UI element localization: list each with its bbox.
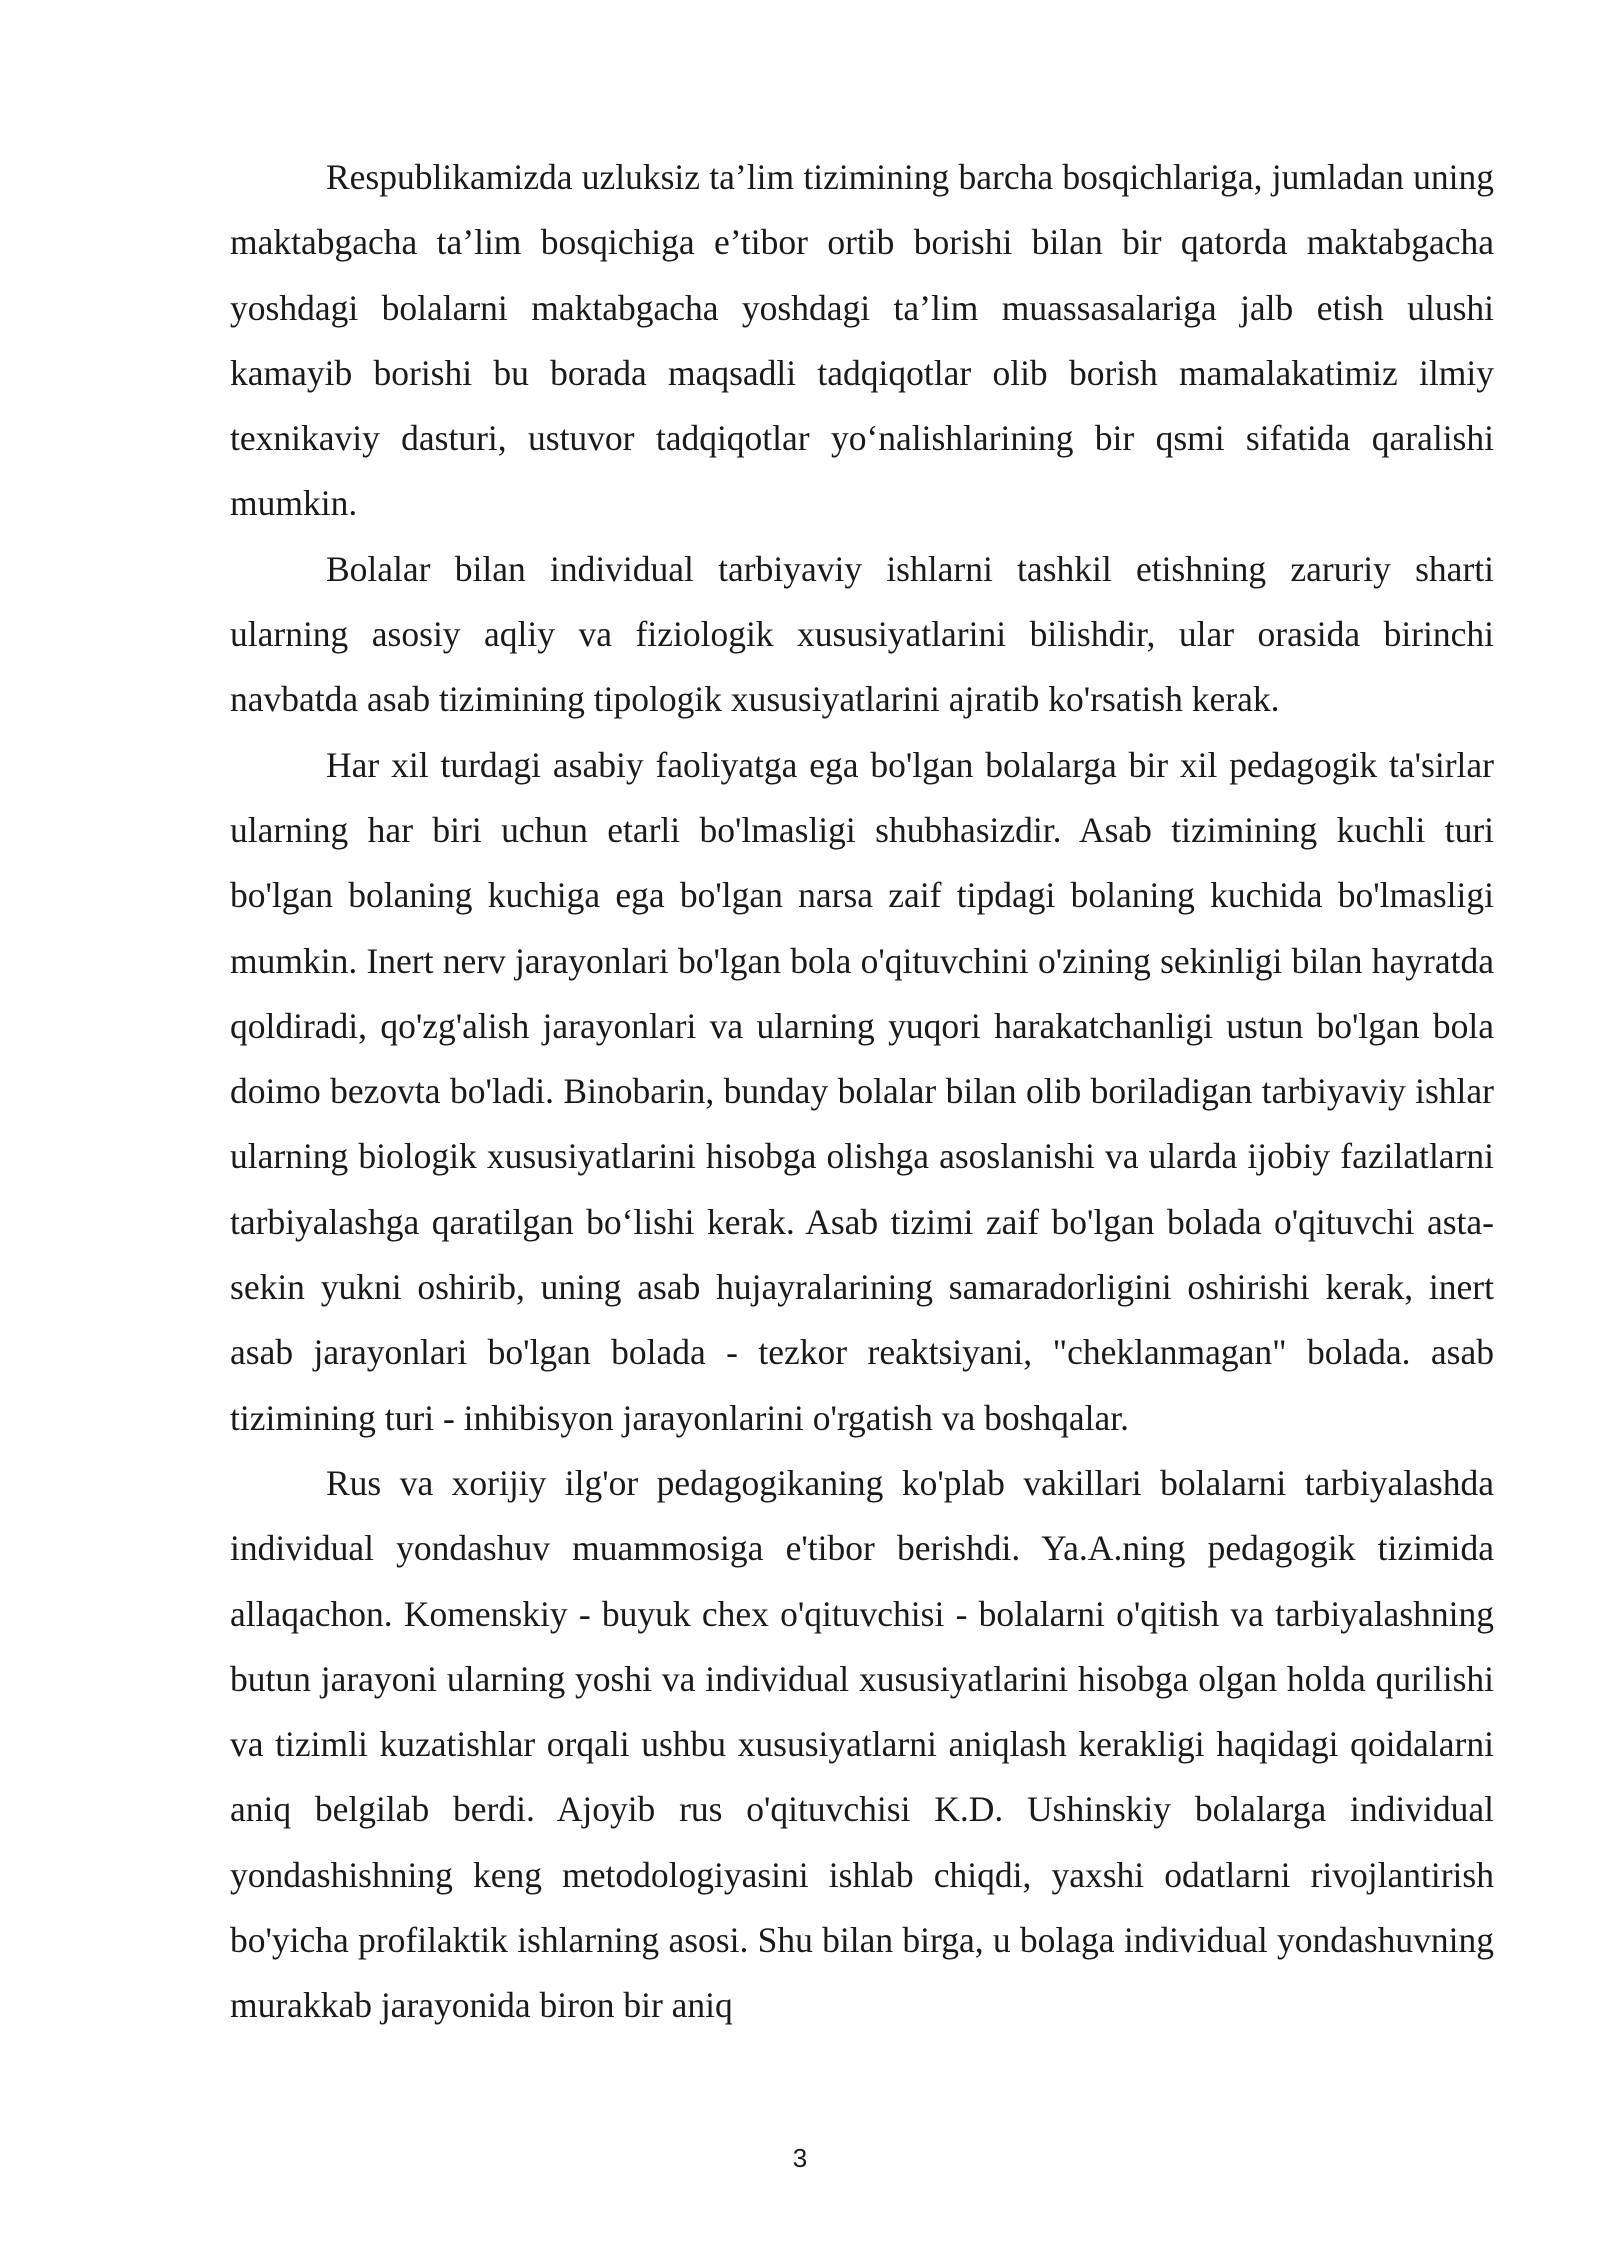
paragraph-3: Har xil turdagi asabiy faoliyatga ega bo'lgan bolalarga bir xil pedagogik ta'sirlar ularning har biri uchun etarli bo'lmasligi shubhasizdir. Asab tizimining kuchli turi bo'lgan bolaning kuchiga ega bo'lgan narsa zaif tipdagi bolaning kuchida bo'lmasligi mumkin. Inert nerv jarayonlari bo'lgan bola o'qituvchini o'zining sekinligi bilan hayratda qoldiradi, qo'zg'alish jarayonlari va ularning yuqori harakatchanligi ustun bo'lgan bola doimo bezovta bo'ladi. Binobarin, bunday bolalar bilan olib boriladigan tarbiyaviy ishlar ularning biologik xususiyatlarini hisobga olishga asoslanishi va ularda ijobiy fazilatlarni tarbiyalashga qaratilgan bo‘lishi kerak. Asab tizimi zaif bo'lgan bolada o'qituvchi asta-sekin yukni oshirib, uning asab hujayralarining samaradorligini oshirishi kerak, inert asab jarayonlari bo'lgan bolada - tezkor reaktsiyani, "cheklanmagan" bolada. asab tizimining turi - inhibisyon jarayonlarini o'rgatish va boshqalar. <box>230 744 1494 1438</box>
paragraph-4: Rus va xorijiy ilg'or pedagogikaning ko'plab vakillari bolalarni tarbiyalashda individual yondashuv muammosiga e'tibor berishdi. Ya.A.ning pedagogik tizimida allaqachon. Komenskiy - buyuk chex o'qituvchisi - bolalarni o'qitish va tarbiyalashning butun jarayoni ularning yoshi va individual xususiyatlarini hisobga olgan holda qurilishi va tizimli kuzatishlar orqali ushbu xususiyatlarni aniqlash kerakligi haqidagi qoidalarni aniq belgilab berdi. Ajoyib rus o'qituvchisi K.D. Ushinskiy bolalarga individual yondashishning keng metodologiyasini ishlab chiqdi, yaxshi odatlarni rivojlantirish bo'yicha profilaktik ishlarning asosi. Shu bilan birga, u bolaga individual yondashuvning murakkab jarayonida biron bir aniq <box>230 1462 1494 2026</box>
page-number: 3 <box>792 2143 808 2173</box>
paragraph-1: Respublikamizda uzluksiz ta’lim tizimining barcha bosqichlariga, jumladan uning maktabgacha ta’lim bosqichiga e’tibor ortib borishi bilan bir qatorda maktabgacha yoshdagi bolalarni maktabgacha yoshdagi ta’lim muassasalariga jalb etish ulushi kamayib borishi bu borada maqsadli tadqiqotlar olib borish mamalakatimiz ilmiy texnikaviy dasturi, ustuvor tadqiqotlar yo‘nalishlarining bir qsmi sifatida qaralishi mumkin. <box>230 157 1494 524</box>
document-body <box>230 145 1494 2039</box>
paragraph-2: Bolalar bilan individual tarbiyaviy ishlarni tashkil etishning zaruriy sharti ularning asosiy aqliy va fiziologik xususiyatlarini bilishdir, ular orasida birinchi navbatda asab tizimining tipologik xususiyatlarini ajratib ko'rsatish kerak. <box>230 548 1494 720</box>
